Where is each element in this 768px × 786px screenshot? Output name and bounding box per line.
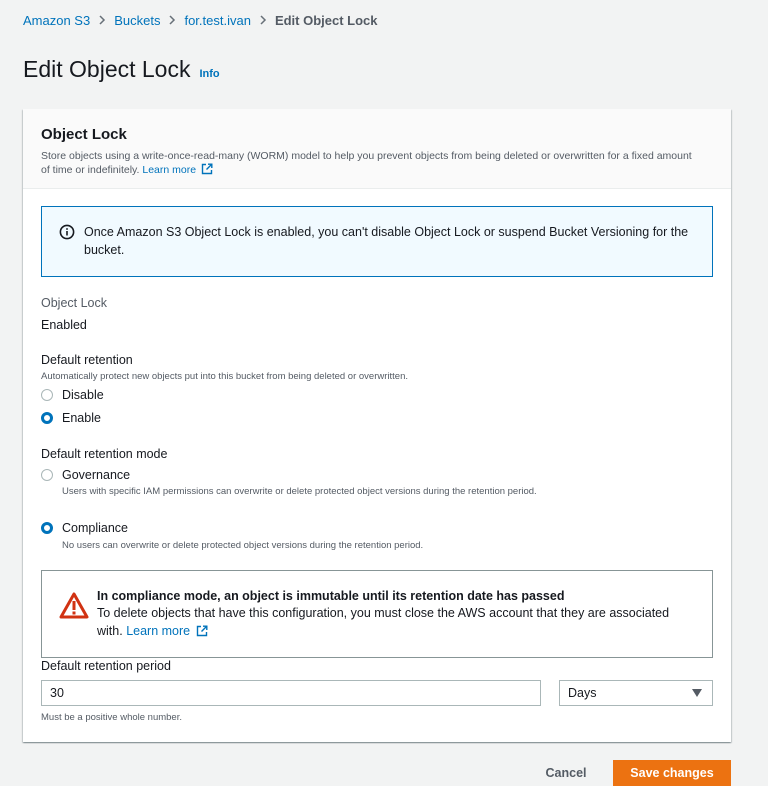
radio-disable-label: Disable [62, 388, 104, 402]
info-circle-icon [59, 224, 75, 240]
radio-enable[interactable] [41, 411, 101, 425]
cancel-button[interactable]: Cancel [533, 760, 599, 786]
retention-mode-label: Default retention mode [41, 447, 168, 461]
compliance-description: No users can overwrite or delete protected object versions during the retention period. [62, 540, 424, 551]
retention-unit-select[interactable] [559, 680, 713, 706]
panel-header [23, 109, 731, 189]
chevron-right-icon [251, 11, 275, 29]
warning-learn-more-link[interactable]: Learn more [126, 624, 191, 638]
warning-title: In compliance mode, an object is immutable until its retention date has passed [97, 589, 565, 603]
panel-title: Object Lock [41, 126, 127, 143]
governance-description: Users with specific IAM permissions can overwrite or delete protected object versions during the retention period. [62, 486, 537, 497]
object-lock-value: Enabled [41, 318, 87, 332]
radio-compliance-control[interactable] [41, 522, 53, 534]
panel-description [41, 149, 701, 177]
warning-body [97, 604, 696, 640]
radio-governance[interactable] [41, 468, 130, 482]
radio-disable-control[interactable] [41, 389, 53, 401]
breadcrumb-buckets[interactable]: Buckets [114, 12, 161, 28]
chevron-right-icon [160, 11, 184, 29]
object-lock-label: Object Lock [41, 296, 108, 310]
info-alert-text: Once Amazon S3 Object Lock is enabled, you can't disable Object Lock or suspend Bucket Versioning for the bucket. [84, 225, 689, 257]
radio-compliance-label: Compliance [62, 521, 129, 535]
info-link[interactable]: Info [199, 68, 220, 80]
breadcrumb [23, 11, 378, 29]
page-header [23, 56, 220, 83]
learn-more-link[interactable]: Learn more [142, 164, 197, 176]
radio-compliance[interactable] [41, 521, 128, 535]
warning-triangle-icon [59, 592, 89, 619]
panel-description-text: Store objects using a write-once-read-many (WORM) model to help you prevent objects from being deleted or overwritten for a fixed amount of time or indefinitely. [41, 150, 692, 176]
compliance-warning-alert [41, 570, 713, 658]
retention-unit-value: Days [568, 686, 597, 700]
external-link-icon [201, 163, 213, 175]
radio-governance-label: Governance [62, 468, 131, 482]
breadcrumb-current: Edit Object Lock [274, 12, 378, 28]
caret-down-icon [692, 689, 702, 697]
radio-governance-control[interactable] [41, 469, 53, 481]
radio-enable-control[interactable] [41, 412, 53, 424]
chevron-right-icon [90, 11, 114, 29]
object-lock-panel [23, 109, 731, 742]
warning-text: To delete objects that have this configuration, you must close the AWS account that they are associated with. [97, 606, 670, 638]
external-link-icon [196, 625, 208, 637]
breadcrumb-bucket-name[interactable]: for.test.ivan [184, 12, 251, 28]
retention-period-hint: Must be a positive whole number. [41, 712, 182, 723]
radio-disable[interactable] [41, 388, 104, 402]
breadcrumb-amazon-s3[interactable]: Amazon S3 [23, 12, 91, 28]
retention-period-label: Default retention period [41, 659, 171, 673]
default-retention-description: Automatically protect new objects put into this bucket from being deleted or overwritten. [41, 371, 408, 382]
info-alert [41, 206, 713, 277]
save-changes-button[interactable]: Save changes [613, 760, 731, 786]
page-title: Edit Object Lock [23, 56, 191, 82]
default-retention-label: Default retention [41, 353, 133, 367]
retention-period-input[interactable]: 30 [41, 680, 541, 706]
radio-enable-label: Enable [62, 411, 101, 425]
